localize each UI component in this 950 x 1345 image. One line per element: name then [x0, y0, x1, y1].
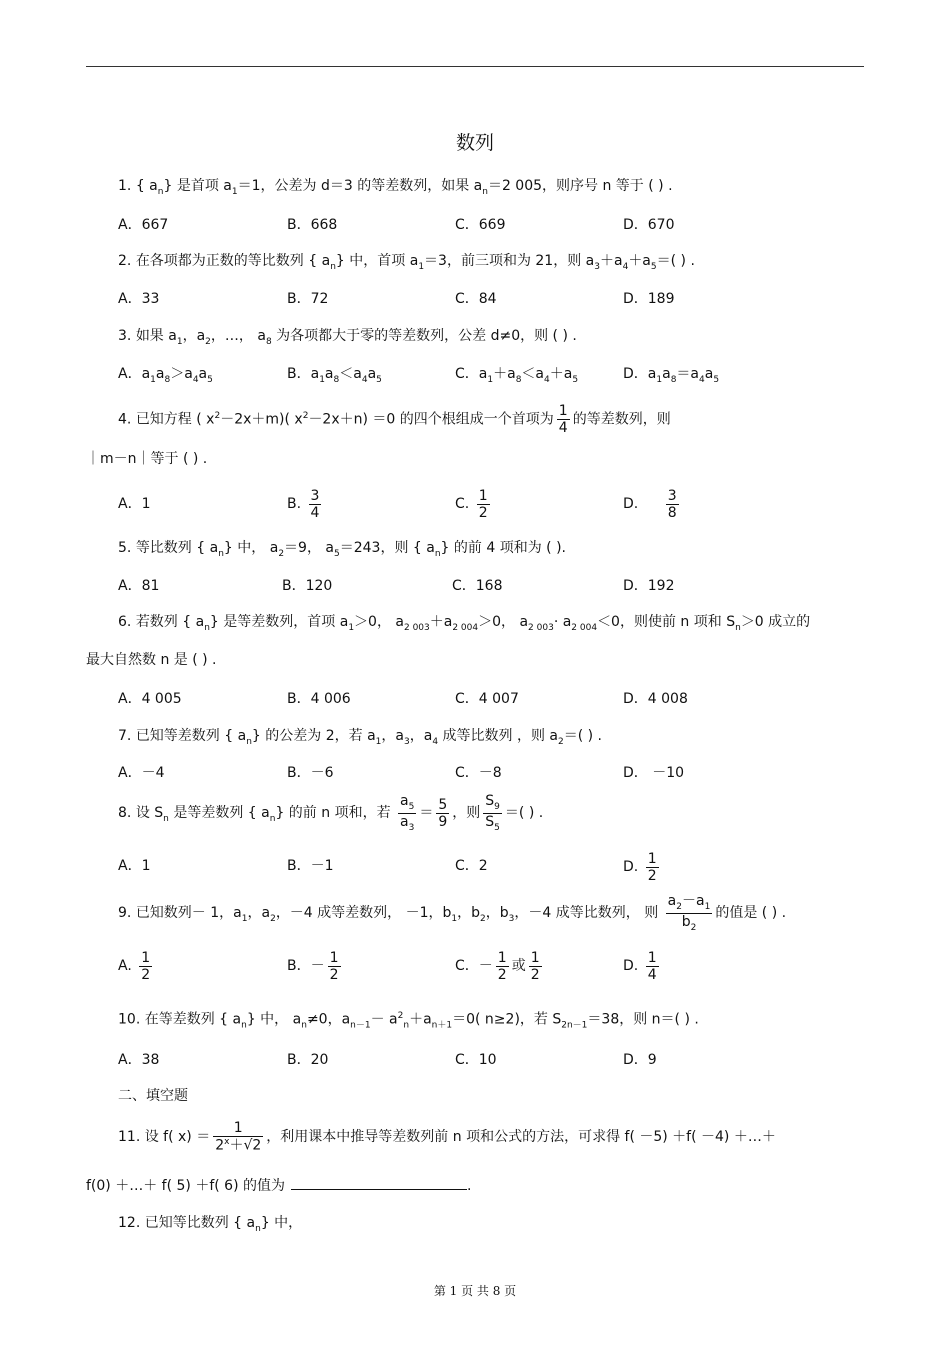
q4-option-d: D. $\frac{3}{8}$	[623, 487, 677, 521]
q9-option-c: C．－ $\frac{1}{2}$ 或 $\frac{1}{2}$	[455, 949, 540, 983]
q10-option-d: D．9	[623, 1052, 657, 1068]
question-12: 12. 已知等比数列 { $a_n$} 中，	[118, 1215, 303, 1234]
q3-option-b: B．$a_1a_8<a_4a_5$	[287, 366, 382, 385]
page-title: 数列	[455, 132, 494, 154]
question-3: 3. 如果 $a_1$，$a_2$，…， $a_8$ 为各项都大于零的等差数列，公差 d≠0，则 ( ) .	[118, 328, 577, 347]
question-4-line-2: ｜m－n｜等于 ( ) .	[86, 451, 208, 467]
section-heading-fill-in: 二、填空题	[118, 1088, 188, 1104]
q3-option-a: A．$a_1a_8>a_4a_5$	[118, 366, 213, 385]
question-5: 5. 等比数列 { $a_n$} 中， $a_2=9$， $a_5=243$，则 { $a_n$} 的前 4 项和为 ( ).	[118, 540, 566, 559]
q8-option-b: B．－1	[287, 858, 334, 874]
fraction-one-quarter: $\frac{1}{4}$	[558, 403, 568, 437]
question-6: 6. 若数列 { $a_n$} 是等差数列，首项 $a_1>0$， $a_{2 003}+a_{2 004}>0$， $a_{2 003}\cdot a_{2 004}<0$，则使前 n 项和 $S_n>0$ 成立的	[118, 614, 811, 633]
q2-option-d: D．189	[623, 291, 675, 307]
question-8: 8. 设 $S_n$ 是等差数列 { $a_n$} 的前 n 项和，若 $\frac{a_5}{a_3}$ ＝ $\frac{5}{9}$ ，则 $\frac{S_9}{S_5}$ ＝( ) .	[118, 792, 544, 833]
q1-option-b: B．668	[287, 217, 338, 233]
q4-option-b: B. $\frac{3}{4}$	[287, 487, 320, 521]
q1-option-a: A．667	[118, 217, 169, 233]
q6-option-b: B．4 006	[287, 691, 351, 707]
q8-option-a: A．1	[118, 858, 151, 874]
question-9: 9. 已知数列－ 1，$a_1$，$a_2$，－4 成等差数列， －1，$b_1$，$b_2$，$b_3$，－4 成等比数列， 则 $\frac{a_2-a_1}{b_2}$ 的值是 ( ) .	[118, 892, 787, 933]
q2-option-c: C．84	[455, 291, 497, 307]
q8-option-d: D. $\frac{1}{2}$	[623, 850, 657, 884]
q5-option-d: D．192	[623, 578, 675, 594]
q6-option-d: D．4 008	[623, 691, 688, 707]
q4-option-a: A．1	[118, 496, 151, 512]
answer-blank[interactable]	[291, 1177, 467, 1190]
q1-option-c: C．669	[455, 217, 506, 233]
q9-option-d: D. $\frac{1}{4}$	[623, 949, 657, 983]
q7-option-d: D． －10	[623, 765, 685, 781]
header-rule	[86, 66, 864, 67]
question-11-line-2: f(0) ＋…＋ f( 5) ＋f( 6) 的值为 .	[86, 1178, 472, 1194]
q2-option-b: B．72	[287, 291, 329, 307]
q9-option-b: B．－ $\frac{1}{2}$	[287, 949, 339, 983]
q3-option-d: D．$a_1a_8=a_4a_5$	[623, 366, 720, 385]
question-1: 1. { $a_n$} 是首项 $a_1=1$，公差为 d＝3 的等差数列，如果 $a_n=2$ 005，则序号 n 等于 ( ) .	[118, 178, 673, 197]
q6-option-a: A．4 005	[118, 691, 182, 707]
q4-option-c: C. $\frac{1}{2}$	[455, 487, 488, 521]
q2-option-a: A．33	[118, 291, 160, 307]
question-2: 2. 在各项都为正数的等比数列 { $a_n$} 中，首项 $a_1=3$，前三项和为 21，则 $a_3+a_4+a_5=$( ) .	[118, 253, 695, 272]
q7-option-a: A．－4	[118, 765, 165, 781]
q5-option-a: A．81	[118, 578, 160, 594]
question-4: 4. 已知方程 ( $x^2-2x+m$)( $x^2-2x+n) =0$ 的四个根组成一个首项为 $\frac{1}{4}$ 的等差数列，则	[118, 403, 671, 437]
q3-option-c: C．$a_1+a_8<a_4+a_5$	[455, 366, 579, 385]
q8-option-c: C．2	[455, 858, 488, 874]
q7-option-c: C．－8	[455, 765, 502, 781]
q5-option-c: C．168	[452, 578, 503, 594]
q5-option-b: B．120	[282, 578, 333, 594]
q10-option-c: C．10	[455, 1052, 497, 1068]
question-7: 7. 已知等差数列 { $a_n$} 的公差为 2，若 $a_1$，$a_3$，$a_4$ 成等比数列 ，则 $a_2=$( ) .	[118, 728, 603, 747]
q1-option-d: D．670	[623, 217, 675, 233]
question-11: 11. 设 f( x) ＝ $\frac{1}{2^x+√2}$ ，利用课本中推导等差数列前 n 项和公式的方法，可求得 f( －5) ＋f( －4) ＋…＋	[118, 1120, 776, 1154]
q9-option-a: A. $\frac{1}{2}$	[118, 949, 151, 983]
q7-option-b: B．－6	[287, 765, 334, 781]
question-10: 10. 在等差数列 { $a_n$} 中， $a_n\ne 0$，$a_{n-1}- a^2_n+a_{n+1}=0$( n≥2)，若 $S_{2n-1}=38$，则 n＝( ) .	[118, 1011, 699, 1031]
q6-option-c: C．4 007	[455, 691, 519, 707]
q10-option-b: B．20	[287, 1052, 329, 1068]
question-6-line-2: 最大自然数 n 是 ( ) .	[86, 652, 217, 668]
page-footer: 第 1 页 共 8 页	[433, 1284, 517, 1298]
q10-option-a: A．38	[118, 1052, 160, 1068]
